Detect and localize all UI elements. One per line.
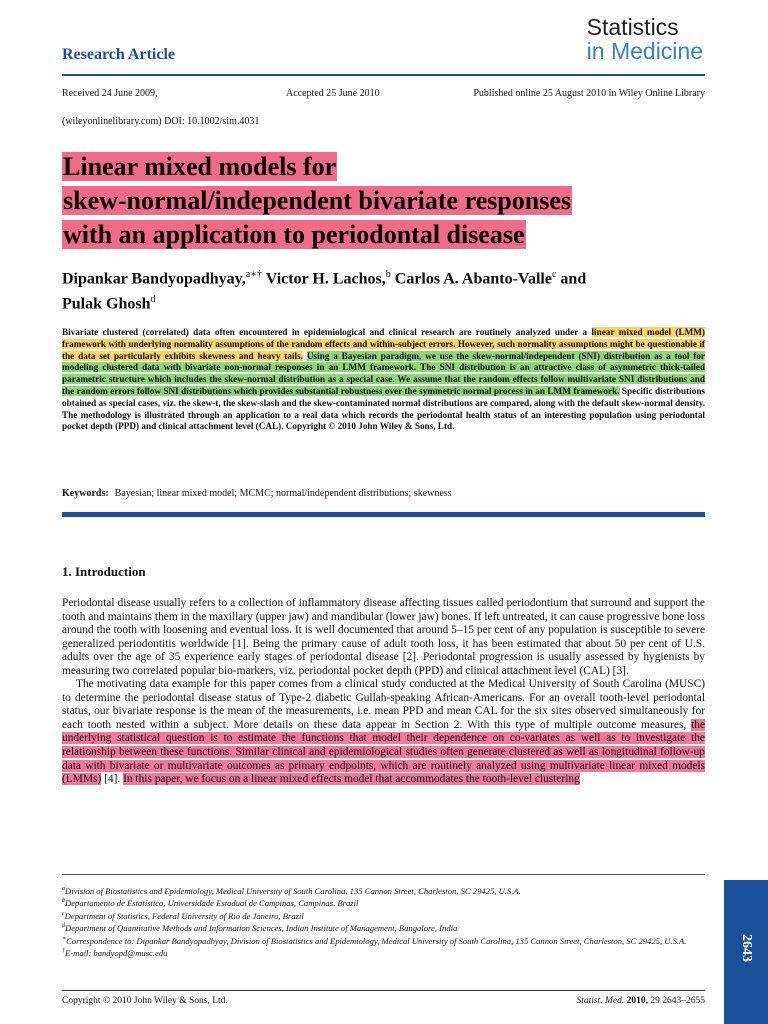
author-3-affil: c bbox=[551, 269, 557, 280]
author-4: Pulak Ghosh bbox=[62, 295, 151, 313]
intro-p2-citation: [4]. bbox=[101, 773, 124, 786]
keywords-label: Keywords: bbox=[62, 488, 109, 499]
title-line-1: Linear mixed models for bbox=[63, 152, 337, 181]
published-date: Published online 25 August 2010 in Wiley Online Library bbox=[473, 88, 705, 99]
citation-year: 2010, bbox=[626, 996, 648, 1006]
author-1: Dipankar Bandyopadhyay, bbox=[62, 270, 246, 288]
author-list bbox=[62, 264, 705, 315]
footnote-c bbox=[62, 909, 705, 921]
footnote-c-mark: c bbox=[62, 910, 65, 917]
keywords bbox=[62, 488, 705, 499]
abstract bbox=[62, 327, 705, 433]
footnote-email bbox=[62, 946, 705, 958]
footnote-d bbox=[62, 921, 705, 933]
article-type-label: Research Article bbox=[62, 46, 175, 63]
footnote-d-text: Department of Quantitative Methods and Information Sciences, Indian Institute of Management, Bangalore, India bbox=[65, 923, 458, 934]
abstract-intro: Bivariate clustered (correlated) data often encountered in epidemiological and clinical research are routinely analyzed under a bbox=[62, 327, 588, 337]
footnote-rule bbox=[62, 874, 705, 875]
author-2: Victor H. Lachos, bbox=[265, 270, 386, 288]
intro-p2-highlight-1: the underlying statistical question is to estimate the functions that model their dependence on co-variates as well as to investigate the relationship between these functions. Similar clinical and epidemiological studies often generate clustered as well as longitudinal follow-up data with bivariate or multivariate outcomes as primary endpoints, which are routinely analyzed using multivariate linear mixed models (LMMs) bbox=[62, 718, 705, 786]
page-number: 2643 bbox=[739, 934, 754, 962]
footnote-b bbox=[62, 896, 705, 908]
footer-citation bbox=[576, 996, 705, 1006]
author-3: Carlos A. Abanto-Valle bbox=[394, 270, 552, 288]
received-date: Received 24 June 2009, bbox=[62, 88, 158, 99]
journal-name-line2: in Medicine bbox=[586, 38, 703, 64]
footnote-correspondence-text: Correspondence to: Dipankar Bandyopadhyay, Division of Biostatistics and Epidemiology, Medical University of South Carolina, 135 Cannon Street, Charleston, SC 29425, U.S.A. bbox=[66, 935, 687, 946]
author-1-affil: a∗† bbox=[245, 269, 263, 280]
footnote-b-text: Departamento de Estatística, Universidade Estadual de Campinas, Campinas, Brazil bbox=[65, 898, 359, 909]
keywords-text: Bayesian; linear mixed model; MCMC; normal/independent distributions; skewness bbox=[114, 488, 452, 499]
citation-pages: 29 2643–2655 bbox=[650, 996, 705, 1006]
footnote-b-mark: b bbox=[62, 898, 65, 905]
abstract-highlight-green: Using a Bayesian paradigm, we use the skew-normal/independent (SNI) distribution as a tool for modeling clustered data with bivariate non-normal responses in an LMM framework. The SNI distribution is an attractive class of asymmetric thick-tailed parametric structure which includes the skew-normal distribution as a special case. We assume that the random effects follow multivariate SNI distributions and the random errors follow SNI distributions which provides substantial robustness over the symmetric normal process in an LMM framework. bbox=[62, 350, 705, 396]
intro-p2-text: The motivating data example for this paper comes from a clinical study conducted at the Medical University of South Carolina (MUSC) to determine the periodontal disease status of Type-2 diabetic Gullah-speaking African-Americans. For an overall tooth-level periodontal status, our bivariate response is the mean of the measurements, i.e. mean PPD and mean CAL for the six sites observed simultaneously for each tooth nested within a subject. More details on these data appear in Section 2. With this type of multiple outcome measures, bbox=[62, 678, 705, 731]
journal-name-line1: Statistics bbox=[586, 14, 679, 40]
doi-line[interactable]: (wileyonlinelibrary.com) DOI: 10.1002/sim.4031 bbox=[62, 116, 260, 127]
abstract-rest: Specific distributions obtained as special cases, viz. the skew-t, the skew-slash and the skew-contaminated normal distributions are compared, along with the default skew-normal density. The methodology is illustrated through an application to a real data which records the periodontal health status of an interesting population using periodontal pocket depth (PPD) and clinical attachment level (CAL). Copyright © 2010 John Wiley & Sons, Ltd. bbox=[62, 385, 705, 432]
footnote-d-mark: d bbox=[62, 923, 65, 930]
footnote-star-mark: ∗ bbox=[62, 935, 67, 942]
footer-copyright: Copyright © 2010 John Wiley & Sons, Ltd. bbox=[62, 996, 228, 1006]
footnote-email-text[interactable]: E-mail: bandyopd@musc.edu bbox=[65, 948, 168, 959]
footnote-a bbox=[62, 884, 705, 896]
footnote-a-text: Division of Biostatistics and Epidemiology, Medical University of South Carolina, 135 Cannon Street, Charleston, SC 29425, U.S.A. bbox=[65, 885, 521, 896]
abstract-highlight-yellow: linear mixed model (LMM) framework with underlying normality assumptions of the random effects and within-subject errors. However, such normality assumptions might be questionable if the data set particularly exhibits skewness and heavy tails. bbox=[62, 327, 705, 361]
introduction-body bbox=[62, 597, 705, 787]
title-line-2: skew-normal/independent bivariate responses bbox=[63, 186, 571, 215]
title-line-3: with an application to periodontal disease bbox=[63, 220, 525, 249]
section-heading: 1. Introduction bbox=[62, 564, 146, 579]
intro-paragraph-2 bbox=[62, 678, 705, 786]
accepted-date: Accepted 25 June 2010 bbox=[286, 88, 380, 99]
header-rule bbox=[62, 74, 705, 76]
author-4-affil: d bbox=[150, 294, 156, 306]
author-conjunction: and bbox=[560, 270, 587, 288]
citation-journal: Statist. Med. bbox=[576, 996, 625, 1006]
article-title bbox=[62, 150, 705, 252]
author-2-affil: b bbox=[385, 269, 391, 280]
journal-logo bbox=[587, 16, 703, 63]
footnote-dagger-mark: † bbox=[62, 948, 65, 955]
footnote-correspondence bbox=[62, 934, 705, 946]
footnotes bbox=[62, 884, 705, 959]
intro-p2-highlight-2: In this paper, we focus on a linear mixed effects model that accommodates the tooth-level clustering bbox=[123, 773, 580, 786]
abstract-divider bbox=[62, 512, 705, 517]
footer-rule bbox=[62, 990, 705, 991]
footnote-a-mark: a bbox=[62, 886, 65, 892]
intro-paragraph-1: Periodontal disease usually refers to a collection of inflammatory disease affecting tissues called periodontium that surround and support the tooth and maintains them in the maxillary (upper jaw) and mandibular (lower jaw) bones. If left untreated, it can cause progressive bone loss around the tooth with loosening and eventual loss. It is well documented that around 5–15 per cent of any population is susceptible to severe generalized periodontitis worldwide [1]. Being the primary cause of adult tooth loss, it has been estimated that about 50 per cent of U.S. adults over the age of 35 experience early stages of periodontal disease [2]. Periodontal progression is usually assessed by hygienists by measuring two correlated popular bio-markers, viz. periodontal pocket depth (PPD) and clinical attachment level (CAL) [3]. bbox=[62, 597, 705, 677]
footnote-c-text: Department of Statistics, Federal University of Rio de Janeiro, Brazil bbox=[64, 910, 304, 921]
page-number-tab bbox=[724, 880, 768, 1024]
